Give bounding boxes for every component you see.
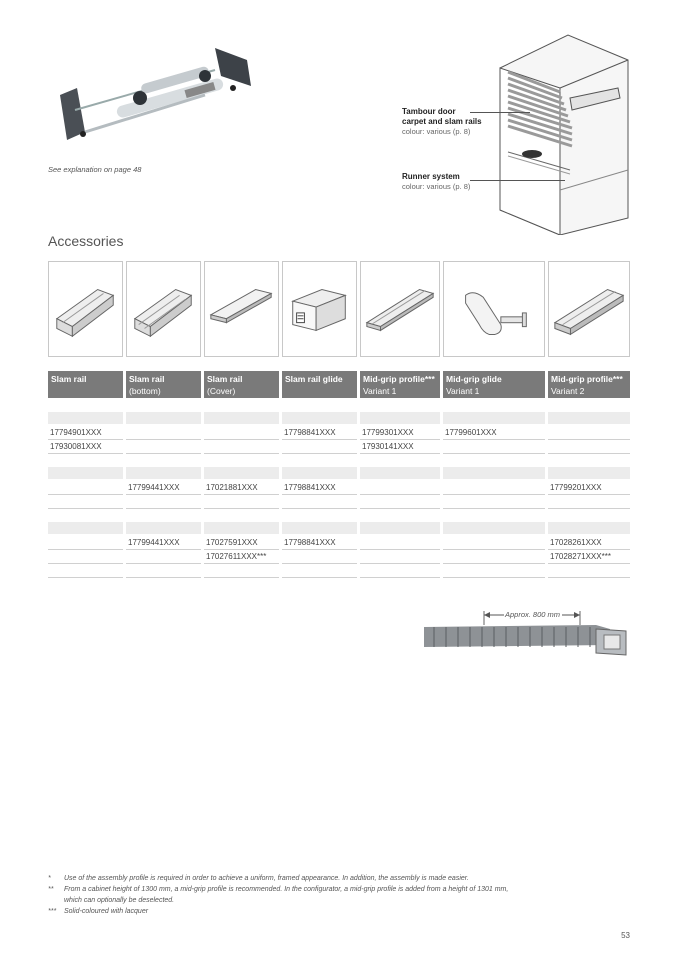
table-row-line [548, 494, 630, 495]
table-row-line [548, 453, 630, 454]
footnote-mark: ** [48, 886, 54, 893]
col-header-slam-rail-bottom [126, 371, 201, 398]
cabinet-illustration [490, 30, 635, 235]
table-group-band [126, 467, 201, 479]
col-header-title: Mid-grip glide [446, 374, 502, 384]
table-row-line [360, 453, 440, 454]
table-group-band [282, 412, 357, 424]
table-row-line [443, 508, 545, 509]
table-row-line [360, 494, 440, 495]
table-row-line [48, 453, 123, 454]
product-image-slam-rail-cover [204, 261, 279, 357]
col-header-subtitle: (Cover) [207, 386, 236, 396]
table-group-band [443, 522, 545, 534]
table-row-line [48, 577, 123, 578]
table-group-band [204, 412, 279, 424]
dimension-label: Approx. 800 mm [505, 610, 561, 619]
table-row-line [204, 577, 279, 578]
table-row-line [360, 439, 440, 440]
article-number-cell: 17799441XXX [128, 483, 180, 492]
col-header-slam-rail [48, 371, 123, 398]
article-number-cell: 17798841XXX [284, 538, 336, 547]
table-group-band [548, 522, 630, 534]
table-row-line [443, 494, 545, 495]
table-row-line [48, 439, 123, 440]
table-group-band [548, 467, 630, 479]
article-number-cell: 17027591XXX [206, 538, 258, 547]
table-group-band [126, 412, 201, 424]
footnote-text: which can optionally be deselected. [64, 897, 175, 904]
article-number-cell: 17799301XXX [362, 428, 414, 437]
callout-line-runner [470, 180, 565, 181]
table-row-line [360, 508, 440, 509]
table-group-band [360, 412, 440, 424]
table-row-line [548, 549, 630, 550]
table-row-line [282, 508, 357, 509]
table-row-line [360, 563, 440, 564]
table-row-line [282, 453, 357, 454]
table-row-line [126, 508, 201, 509]
table-row-line [282, 577, 357, 578]
article-number-cell: 17799201XXX [550, 483, 602, 492]
col-header-title: Slam rail [51, 374, 87, 384]
table-group-band [360, 467, 440, 479]
article-number-cell: 17798841XXX [284, 483, 336, 492]
table-group-band [360, 522, 440, 534]
article-number-cell: 17799601XXX [445, 428, 497, 437]
col-header-subtitle: (bottom) [129, 386, 161, 396]
article-number-cell: 17794901XXX [50, 428, 102, 437]
col-header-subtitle: Variant 1 [446, 386, 480, 396]
article-number-cell: 17027611XXX*** [206, 552, 267, 561]
callout-runner-sub: colour: various (p. 8) [402, 182, 471, 191]
product-image-mid-grip-profile-v2 [548, 261, 630, 357]
col-header-slam-rail-glide [282, 371, 357, 398]
article-number-cell: 17799441XXX [128, 538, 180, 547]
callout-tambour-sub: colour: various (p. 8) [402, 127, 471, 136]
table-row-line [48, 549, 123, 550]
damper-illustration [55, 40, 265, 150]
col-header-subtitle: Variant 1 [363, 386, 397, 396]
article-number-cell: 17028261XXX [550, 538, 602, 547]
product-image-slam-rail-glide [282, 261, 357, 357]
footnote-text: Solid-coloured with lacquer [64, 908, 149, 915]
callout-runner-title: Runner system [402, 172, 460, 181]
table-row-line [548, 439, 630, 440]
table-row-line [548, 563, 630, 564]
table-row-line [282, 439, 357, 440]
table-row-line [282, 563, 357, 564]
table-group-band [443, 412, 545, 424]
table-row-line [548, 577, 630, 578]
table-row-line [48, 494, 123, 495]
col-header-title: Mid-grip profile*** [551, 374, 623, 384]
article-number-cell: 17028271XXX*** [550, 552, 611, 561]
table-row-line [48, 508, 123, 509]
col-header-slam-rail-cover [204, 371, 279, 398]
table-group-band [48, 522, 123, 534]
callout-tambour-title1: Tambour door [402, 107, 456, 116]
col-header-mid-grip-glide-v1 [443, 371, 545, 398]
table-row-line [360, 577, 440, 578]
product-image-slam-rail [48, 261, 123, 357]
footnote-mark: * [48, 875, 51, 882]
table-group-band [548, 412, 630, 424]
col-header-title: Slam rail [207, 374, 243, 384]
article-number-cell: 17021881XXX [206, 483, 258, 492]
col-header-title: Slam rail [129, 374, 165, 384]
product-image-slam-rail-bottom [126, 261, 201, 357]
table-group-band [126, 522, 201, 534]
table-row-line [443, 453, 545, 454]
table-row-line [126, 563, 201, 564]
product-image-mid-grip-glide-v1 [443, 261, 545, 357]
footnote-text: From a cabinet height of 1300 mm, a mid-grip profile is recommended. In the configurator, a mid-grip profile is added from a height of 1301 mm, [64, 886, 509, 893]
footnote-text: Use of the assembly profile is required in order to achieve a uniform, framed appearance. In addition, the assembly is made easier. [64, 875, 469, 882]
table-row-line [443, 549, 545, 550]
table-row-line [204, 549, 279, 550]
col-header-mid-grip-profile-v2 [548, 371, 630, 398]
top-left-caption: See explanation on page 48 [48, 165, 142, 174]
section-title: Accessories [48, 233, 124, 249]
table-row-line [126, 439, 201, 440]
table-row-line [204, 494, 279, 495]
table-group-band [282, 522, 357, 534]
article-number-cell: 17930081XXX [50, 442, 102, 451]
col-header-title: Slam rail glide [285, 374, 343, 384]
col-header-title: Mid-grip profile*** [363, 374, 435, 384]
table-row-line [282, 549, 357, 550]
table-group-band [282, 467, 357, 479]
table-row-line [204, 439, 279, 440]
table-row-line [360, 549, 440, 550]
table-row-line [443, 563, 545, 564]
table-row-line [126, 494, 201, 495]
table-group-band [443, 467, 545, 479]
table-row-line [126, 549, 201, 550]
page-number: 53 [621, 931, 630, 940]
table-row-line [443, 439, 545, 440]
table-group-band [204, 467, 279, 479]
table-group-band [204, 522, 279, 534]
table-row-line [204, 563, 279, 564]
table-row-line [548, 508, 630, 509]
table-row-line [282, 494, 357, 495]
table-row-line [443, 577, 545, 578]
article-number-cell: 17930141XXX [362, 442, 414, 451]
col-header-mid-grip-profile-v1 [360, 371, 440, 398]
table-group-band [48, 467, 123, 479]
footnote-mark: *** [48, 908, 57, 915]
col-header-subtitle: Variant 2 [551, 386, 585, 396]
article-number-cell: 17798841XXX [284, 428, 336, 437]
table-row-line [126, 577, 201, 578]
table-row-line [48, 563, 123, 564]
callout-tambour [402, 107, 482, 137]
callout-runner [402, 172, 470, 192]
table-row-line [126, 453, 201, 454]
table-group-band [48, 412, 123, 424]
table-row-line [204, 508, 279, 509]
callout-tambour-title2: carpet and slam rails [402, 117, 482, 126]
product-image-mid-grip-profile-v1 [360, 261, 440, 357]
table-row-line [204, 453, 279, 454]
